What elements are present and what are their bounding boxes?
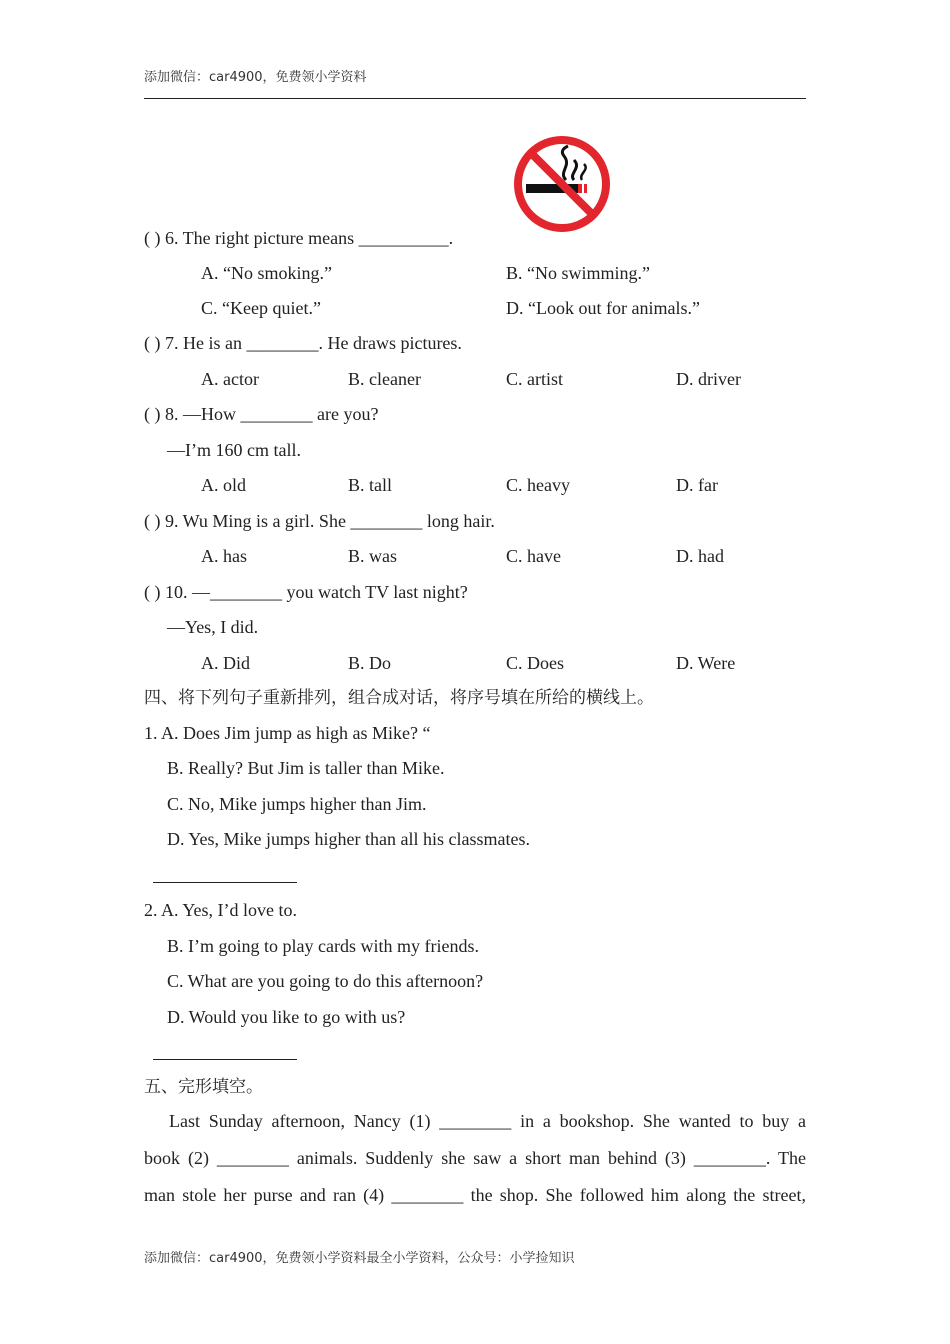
question-10-stem: ( ) 10. —________ you watch TV last night? <box>144 582 468 602</box>
page-footer: 添加微信：car4900，免费领小学资料最全小学资料，公众号：小学捡知识 <box>144 1251 575 1266</box>
q8-option-b: B. tall <box>348 475 392 495</box>
q8-option-d: D. far <box>676 475 718 495</box>
question-8-reply: —I’m 160 cm tall. <box>167 440 301 460</box>
q7-option-b: B. cleaner <box>348 369 421 389</box>
dialog-2-line-b: B. I’m going to play cards with my friends. <box>167 936 479 956</box>
q7-option-d: D. driver <box>676 369 741 389</box>
page-header: 添加微信：car4900，免费领小学资料 <box>144 70 367 85</box>
question-6-stem: ( ) 6. The right picture means __________. <box>144 228 454 248</box>
cloze-line-2: book (2) ________ animals. Suddenly she saw a short man behind (3) ________. The <box>144 1148 806 1168</box>
q8-option-c: C. heavy <box>506 475 570 495</box>
dialog-1-line-c: C. No, Mike jumps higher than Jim. <box>167 794 427 814</box>
dialog-2-line-c: C. What are you going to do this afternoon? <box>167 971 484 991</box>
question-7-stem: ( ) 7. He is an ________. He draws pictures. <box>144 333 462 353</box>
dialog-1-line-a: 1. A. Does Jim jump as high as Mike? “ <box>144 723 431 743</box>
dialog-1-line-d: D. Yes, Mike jumps higher than all his classmates. <box>167 829 530 849</box>
q9-option-b: B. was <box>348 546 397 566</box>
q10-option-d: D. Were <box>676 653 736 673</box>
header-divider <box>144 98 806 99</box>
dialog-2-answer-blank[interactable] <box>153 1059 297 1060</box>
dialog-1-line-b: B. Really? But Jim is taller than Mike. <box>167 758 445 778</box>
cloze-line-1: Last Sunday afternoon, Nancy (1) ________ in a bookshop. She wanted to buy a <box>169 1111 806 1131</box>
no-smoking-sign-icon <box>512 134 612 234</box>
q10-option-c: C. Does <box>506 653 564 673</box>
dialog-2-line-a: 2. A. Yes, I’d love to. <box>144 900 298 920</box>
cloze-line-3: man stole her purse and ran (4) ________ the shop. She followed him along the street, <box>144 1185 806 1205</box>
question-8-stem: ( ) 8. —How ________ are you? <box>144 404 379 424</box>
section-5-title: 五、完形填空。 <box>144 1077 263 1097</box>
q7-option-c: C. artist <box>506 369 563 389</box>
question-10-reply: —Yes, I did. <box>167 617 259 637</box>
q9-option-c: C. have <box>506 546 561 566</box>
q9-option-d: D. had <box>676 546 724 566</box>
q6-option-c: C. “Keep quiet.” <box>201 298 321 318</box>
q6-option-d: D. “Look out for animals.” <box>506 298 700 318</box>
q6-option-a: A. “No smoking.” <box>201 263 332 283</box>
q10-option-b: B. Do <box>348 653 392 673</box>
question-9-stem: ( ) 9. Wu Ming is a girl. She ________ long hair. <box>144 511 495 531</box>
q10-option-a: A. Did <box>201 653 250 673</box>
dialog-1-answer-blank[interactable] <box>153 882 297 883</box>
q9-option-a: A. has <box>201 546 247 566</box>
section-4-title: 四、将下列句子重新排列，组合成对话，将序号填在所给的横线上。 <box>144 688 654 708</box>
q7-option-a: A. actor <box>201 369 259 389</box>
q8-option-a: A. old <box>201 475 246 495</box>
q6-option-b: B. “No swimming.” <box>506 263 650 283</box>
dialog-2-line-d: D. Would you like to go with us? <box>167 1007 406 1027</box>
